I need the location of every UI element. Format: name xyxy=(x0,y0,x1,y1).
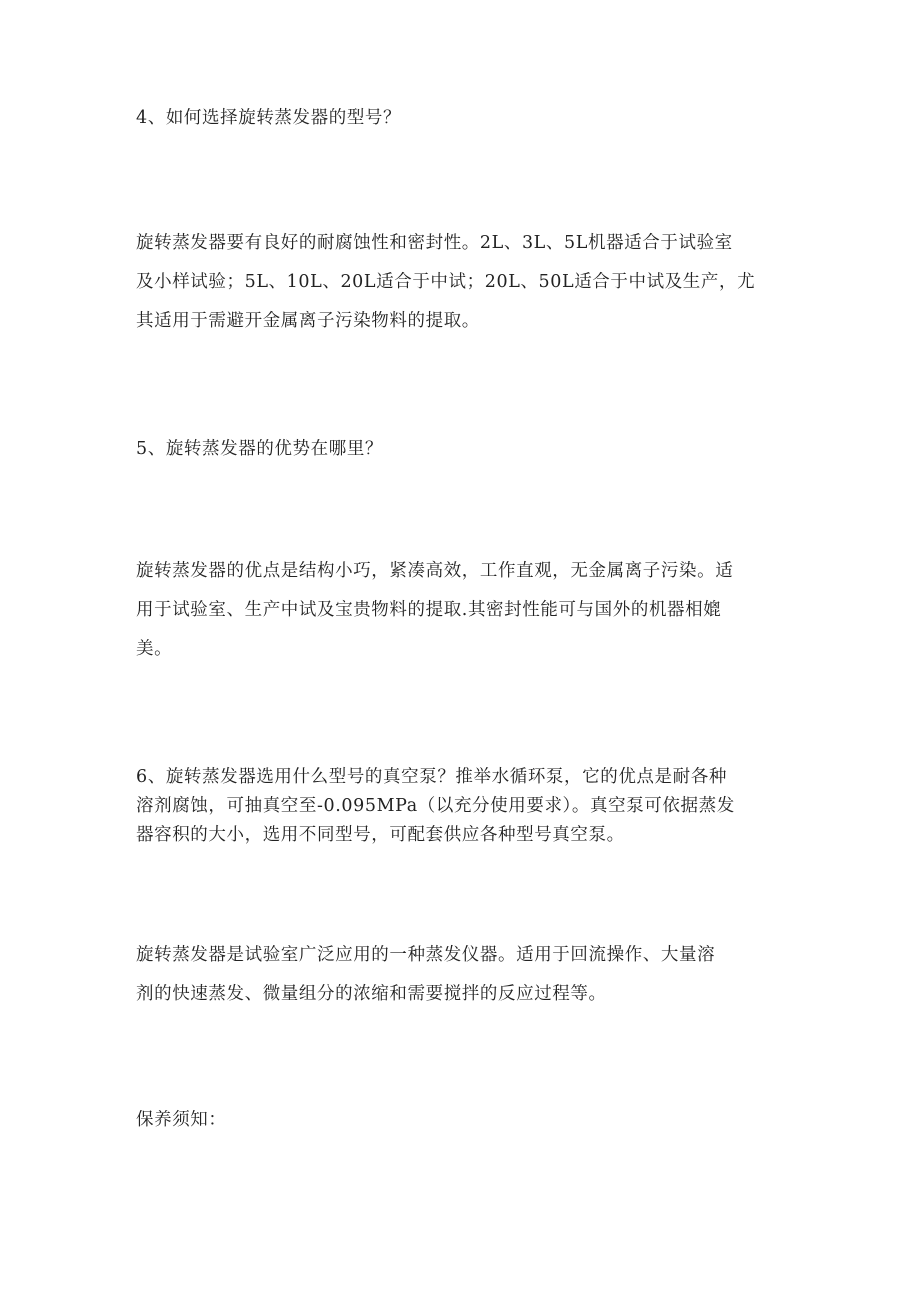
maintenance-heading: 保养须知： xyxy=(136,1110,227,1130)
q6-text-line-1: 6、旋转蒸发器选用什么型号的真空泵？推举水循环泵，它的优点是耐各种 xyxy=(136,767,727,787)
q4-text-line-3: 其适用于需避开金属离子污染物料的提取。 xyxy=(136,311,480,331)
q5-text-line-2: 用于试验室、生产中试及宝贵物料的提取.其密封性能可与国外的机器相媲 xyxy=(136,600,722,620)
application-text-line-1: 旋转蒸发器是试验室广泛应用的一种蒸发仪器。适用于回流操作、大量溶 xyxy=(136,945,716,965)
q5-text-line-3: 美。 xyxy=(136,639,173,659)
q4-text-line-2: 及小样试验；5L、10L、20L适合于中试；20L、50L适合于中试及生产，尤 xyxy=(136,272,756,292)
q5-text-line-1: 旋转蒸发器的优点是结构小巧，紧凑高效，工作直观，无金属离子污染。适 xyxy=(136,561,734,581)
q6-text-line-2: 溶剂腐蚀，可抽真空至-0.095MPa（以充分使用要求）。真空泵可依据蒸发 xyxy=(136,796,735,816)
q5-heading: 5、旋转蒸发器的优势在哪里？ xyxy=(136,439,384,459)
application-text-line-2: 剂的快速蒸发、微量组分的浓缩和需要搅拌的反应过程等。 xyxy=(136,984,607,1004)
q6-text-line-3: 器容积的大小，选用不同型号，可配套供应各种型号真空泵。 xyxy=(136,825,625,845)
q4-text-line-1: 旋转蒸发器要有良好的耐腐蚀性和密封性。2L、3L、5L机器适合于试验室 xyxy=(136,233,733,253)
q4-heading: 4、如何选择旋转蒸发器的型号？ xyxy=(136,108,402,128)
